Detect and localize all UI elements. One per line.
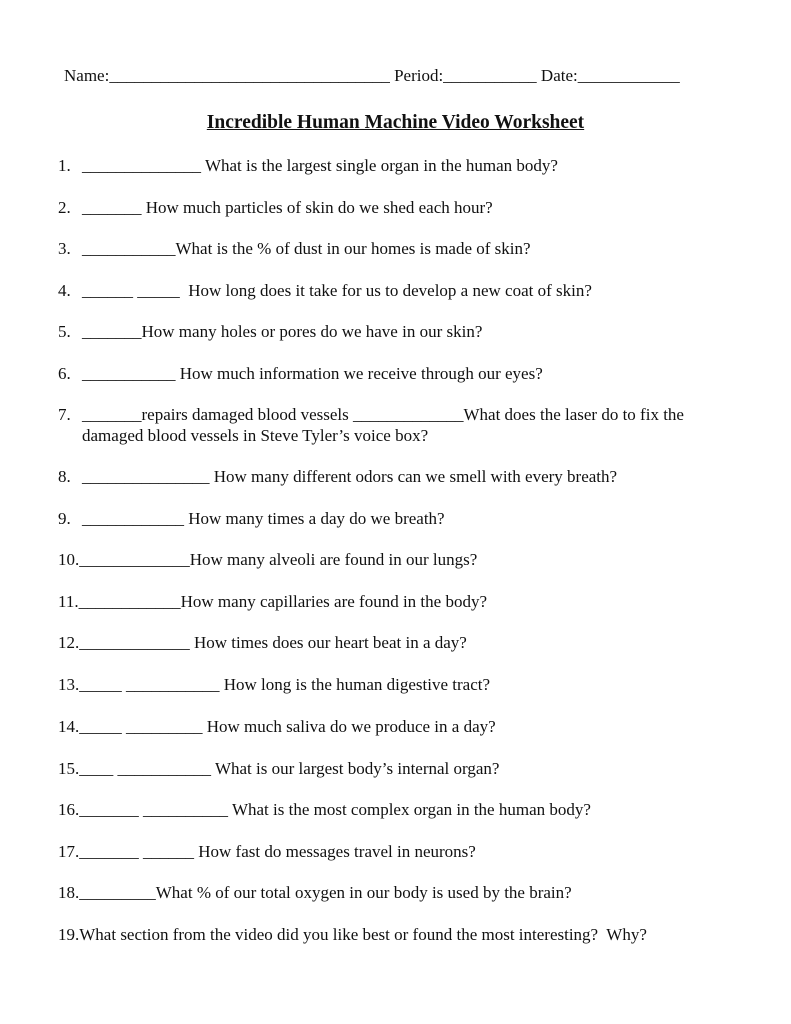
question-number: 18. <box>58 883 80 902</box>
question-8 <box>58 466 617 487</box>
question-1 <box>58 155 558 176</box>
question-number: 5. <box>58 322 71 341</box>
question-text: _____ _________ How much saliva do we produce in a day? <box>79 717 496 736</box>
question-number: 14. <box>58 717 80 736</box>
question-number: 17. <box>58 842 80 861</box>
question-text: _____________ How times does our heart beat in a day? <box>79 633 467 652</box>
question-number: 10. <box>58 550 80 569</box>
question-text: What section from the video did you like best or found the most interesting? Why? <box>79 925 647 944</box>
question-number: 16. <box>58 800 80 819</box>
question-text: _______repairs damaged blood vessels _____________What does the laser do to fix the <box>82 405 684 424</box>
question-13 <box>58 674 490 695</box>
question-9 <box>58 508 445 529</box>
question-number: 4. <box>58 281 71 300</box>
question-text: ______ _____ How long does it take for us to develop a new coat of skin? <box>82 281 592 300</box>
name-period-date-line: Name:_________________________________ Period:___________ Date:____________ <box>64 66 680 85</box>
question-16 <box>58 799 591 820</box>
question-number: 11. <box>58 592 79 611</box>
question-number: 3. <box>58 239 71 258</box>
question-number: 15. <box>58 759 80 778</box>
question-12 <box>58 632 467 653</box>
question-text: ___________What is the % of dust in our homes is made of skin? <box>82 239 531 258</box>
question-number: 8. <box>58 467 71 486</box>
question-number: 9. <box>58 509 71 528</box>
question-14 <box>58 716 496 737</box>
question-text: ____ ___________ What is our largest body’s internal organ? <box>79 759 500 778</box>
question-text: ___________ How much information we receive through our eyes? <box>82 364 543 383</box>
question-number: 7. <box>58 405 71 424</box>
question-7 <box>58 404 684 425</box>
question-17 <box>58 841 476 862</box>
question-6 <box>58 363 543 384</box>
question-18 <box>58 882 572 903</box>
question-text: _____ ___________ How long is the human digestive tract? <box>79 675 491 694</box>
question-19 <box>58 924 647 945</box>
question-text: _______ __________ What is the most complex organ in the human body? <box>79 800 591 819</box>
question-7-continuation: damaged blood vessels in Steve Tyler’s voice box? <box>82 426 429 445</box>
question-text: ____________How many capillaries are found in the body? <box>78 592 487 611</box>
question-text: _________What % of our total oxygen in our body is used by the brain? <box>79 883 572 902</box>
question-text: _______ How much particles of skin do we shed each hour? <box>82 198 493 217</box>
question-2 <box>58 197 493 218</box>
question-number: 2. <box>58 198 71 217</box>
question-text: _______ ______ How fast do messages travel in neurons? <box>79 842 476 861</box>
question-text: _______How many holes or pores do we have in our skin? <box>82 322 483 341</box>
question-15 <box>58 758 499 779</box>
question-5 <box>58 321 482 342</box>
question-text: ____________ How many times a day do we breath? <box>82 509 445 528</box>
question-text: ______________ What is the largest single organ in the human body? <box>82 156 558 175</box>
question-number: 13. <box>58 675 80 694</box>
question-11 <box>58 591 487 612</box>
question-10 <box>58 549 477 570</box>
page-title: Incredible Human Machine Video Worksheet <box>206 112 585 133</box>
question-number: 19. <box>58 925 80 944</box>
question-number: 12. <box>58 633 80 652</box>
question-4 <box>58 280 592 301</box>
question-number: 1. <box>58 156 71 175</box>
question-3 <box>58 238 531 259</box>
question-text: _______________ How many different odors can we smell with every breath? <box>82 467 618 486</box>
question-text: _____________How many alveoli are found in our lungs? <box>79 550 478 569</box>
question-number: 6. <box>58 364 71 383</box>
